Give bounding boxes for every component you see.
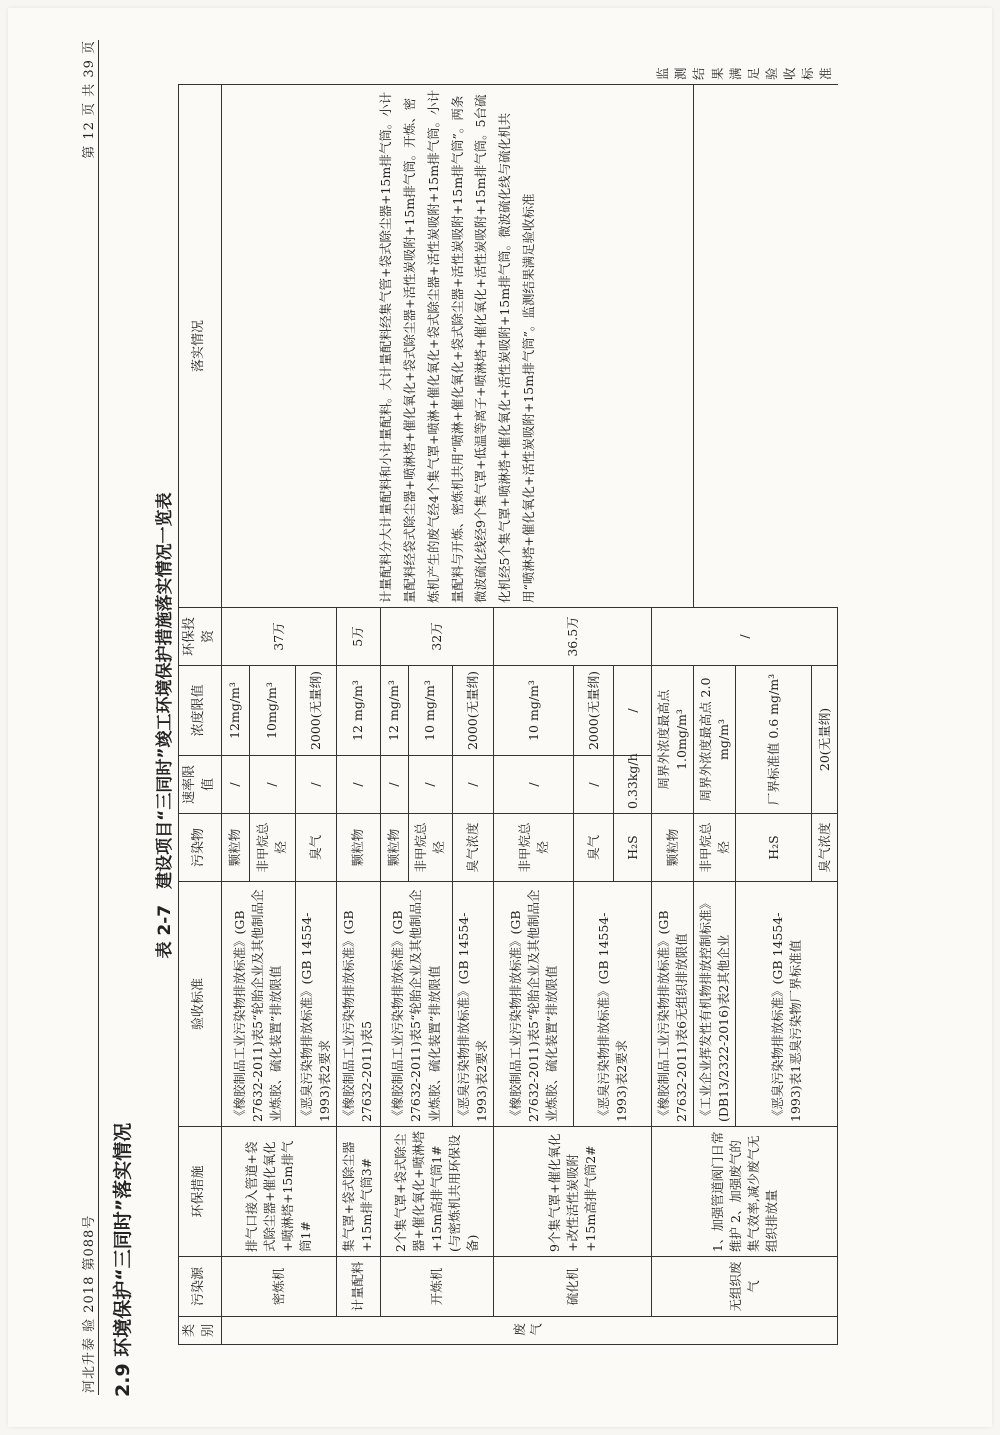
header-implementation: 落实情况 (179, 85, 222, 608)
limit-cell: 20(无量纲) (812, 666, 838, 814)
header-pollutant: 污染物 (179, 814, 222, 882)
rate-cell: / (574, 756, 614, 814)
conc-cell: 12 mg/m³ (380, 666, 408, 756)
pollutant-cell: 颗粒物 (221, 814, 249, 882)
standard-cell: 《恶臭污染物排放标准》(GB 14554-1993)表2要求 (295, 882, 336, 1127)
pollutant-cell: 臭气浓度 (452, 814, 493, 882)
limit-cell: 厂界标准值 0.6 mg/m³ (736, 666, 812, 814)
conc-cell: 2000(无量纲) (574, 666, 614, 756)
measures-table (178, 67, 838, 1345)
standard-cell: 《工业企业挥发性有机物排放控制标准》(DB13/2322-2016)表2其他企业 (694, 882, 736, 1127)
pollutant-cell: 颗粒物 (380, 814, 408, 882)
pollutant-cell: 非甲烷总烃 (249, 814, 295, 882)
conc-cell: 10mg/m³ (249, 666, 295, 756)
header-divider (98, 40, 99, 1395)
measure-cell: 排气口接入管道+袋式除尘器+催化氧化+喷淋塔+15m排气筒1# (221, 1127, 336, 1257)
measure-cell: 集气罩+袋式除尘器+15m排气筒3# (336, 1127, 380, 1257)
source-cell: 开炼机 (380, 1257, 493, 1317)
pollutant-cell: 颗粒物 (652, 814, 694, 882)
pollutant-cell: H₂S (736, 814, 812, 882)
header-category: 类别 (179, 1317, 222, 1345)
report-number: 河北升泰 验 2018 第088号 (82, 1214, 97, 1393)
pollutant-cell: 非甲烷总烃 (694, 814, 736, 882)
conc-cell: / (614, 666, 652, 756)
standard-cell: 《橡胶制品工业污染物排放标准》(GB 27632-2011)表6无组织排放限值 (652, 882, 694, 1127)
conc-cell: 10 mg/m³ (494, 666, 574, 756)
pollutant-cell: 非甲烷总烃 (408, 814, 452, 882)
standard-cell: 《恶臭污染物排放标准》(GB 14554-1993)表2要求 (574, 882, 652, 1127)
header-source: 污染源 (179, 1257, 222, 1317)
standard-cell: 《恶臭污染物排放标准》(GB 14554-1993)表2要求 (452, 882, 493, 1127)
rate-cell: 0.33kg/h (614, 756, 652, 814)
rate-cell: / (221, 756, 249, 814)
conc-cell: 12mg/m³ (221, 666, 249, 756)
table-title: 建设项目“三同时”竣工环境保护措施落实情况一览表 (155, 492, 175, 889)
limit-cell: 周界外浓度最高点 1.0mg/m³ (652, 666, 694, 814)
rate-cell: / (452, 756, 493, 814)
standard-cell: 《恶臭污染物排放标准》(GB 14554-1993)表1恶臭污染物厂界标准值 (736, 882, 838, 1127)
rate-cell: / (336, 756, 380, 814)
page-number: 第 12 页 共 39 页 (82, 40, 97, 159)
rate-cell: / (249, 756, 295, 814)
investment-cell: / (652, 608, 838, 666)
standard-cell: 《橡胶制品工业污染物排放标准》(GB 27632-2011)表5“轮胎企业及其他制品企业炼胶、硫化装置”排放限值 (494, 882, 574, 1127)
conc-cell: 2000(无量纲) (452, 666, 493, 756)
pollutant-cell: 臭气 (574, 814, 614, 882)
header-conc-limit: 浓度限值 (179, 666, 222, 756)
implementation-cell: 计量配料分大计量配料和小计量配料。大计量配料经集气管+袋式除尘器+15m排气筒。小计量配料经袋式除尘器+喷淋塔+催化氧化+袋式除尘器+活性炭吸附+15m排气筒。开炼、密炼机产生的废气经4个集气罩+喷淋+催化氧化+袋式除尘器+活性炭吸附+15m排气筒。小计量配料与开炼、密炼机共用“喷淋+催化氧化+袋式除尘器+活性炭吸附+15m排气筒”。两条微波硫化线经9个集气罩+低温等离子+喷淋塔+催化氧化+活性炭吸附+15m排气筒。5台硫化机经5个集气罩+喷淋塔+催化氧化+活性炭吸附+15m排气筒。微波硫化线与硫化机共用“喷淋塔+催化氧化+活性炭吸附+15m排气筒”。监测结果满足验收标准 (221, 85, 694, 608)
pollutant-cell: 颗粒物 (336, 814, 380, 882)
conc-cell: 12 mg/m³ (336, 666, 380, 756)
section-title: 2.9 环境保护“三同时”落实情况 (112, 1122, 134, 1397)
pollutant-cell: 臭气浓度 (812, 814, 838, 882)
source-cell: 无组织废气 (652, 1257, 838, 1317)
source-cell: 硫化机 (494, 1257, 652, 1317)
pollutant-cell: 非甲烷总烃 (494, 814, 574, 882)
measure-cell: 9个集气罩+催化氧化+改性活性炭吸附+15m高排气筒2# (494, 1127, 652, 1257)
source-cell: 密炼机 (221, 1257, 336, 1317)
measure-cell: 1、加强管道阀门日常维护 2、加强废气的集气效率,减少废气无组织排放量 (652, 1127, 838, 1257)
header-measure: 环保措施 (179, 1127, 222, 1257)
table-header-row (179, 85, 222, 1345)
table-number: 表 2-7 (155, 904, 175, 959)
header-investment: 环保投资 (179, 608, 222, 666)
limit-cell: 周界外浓度最高点 2.0 mg/m³ (694, 666, 736, 814)
rate-cell: / (380, 756, 408, 814)
investment-cell: 36.5万 (494, 608, 652, 666)
source-cell: 计量配料 (336, 1257, 380, 1317)
investment-cell: 5万 (336, 608, 380, 666)
header-standard: 验收标准 (179, 882, 222, 1127)
table-row: 无组织废气 1、加强管道阀门日常维护 2、加强废气的集气效率,减少废气无组织排放量 《橡胶制品工业污染物排放标准》(GB 27632-2011)表6无组织排放限值 颗粒物 周界外浓度最高点 1.0mg/m³ / 监测结果满足验收标准 (652, 85, 694, 1345)
measure-cell: 2个集气罩+袋式除尘器+催化氧化+喷淋塔+15m高排气筒1#(与密炼机共用环保设备) (380, 1127, 493, 1257)
rate-cell: / (295, 756, 336, 814)
conc-cell: 10 mg/m³ (408, 666, 452, 756)
pollutant-cell: H₂S (614, 814, 652, 882)
rate-cell: / (408, 756, 452, 814)
pollutant-cell: 臭气 (295, 814, 336, 882)
investment-cell: 37万 (221, 608, 336, 666)
standard-cell: 《橡胶制品工业污染物排放标准》(GB 27632-2011)表5“轮胎企业及其他制品企业炼胶、硫化装置”排放限值 (380, 882, 452, 1127)
standard-cell: 《橡胶制品工业污染物排放标准》(GB 27632-2011)表5“轮胎企业及其他制品企业炼胶、硫化装置”排放限值 (221, 882, 295, 1127)
category-cell: 废气 (221, 1317, 838, 1345)
table-row (221, 85, 249, 1345)
rate-cell: / (494, 756, 574, 814)
conc-cell: 2000(无量纲) (295, 666, 336, 756)
standard-cell: 《橡胶制品工业污染物排放标准》(GB 27632-2011)表5 (336, 882, 380, 1127)
table-caption (150, 0, 175, 1435)
investment-cell: 32万 (380, 608, 493, 666)
header-rate-limit: 速率限值 (179, 756, 222, 814)
